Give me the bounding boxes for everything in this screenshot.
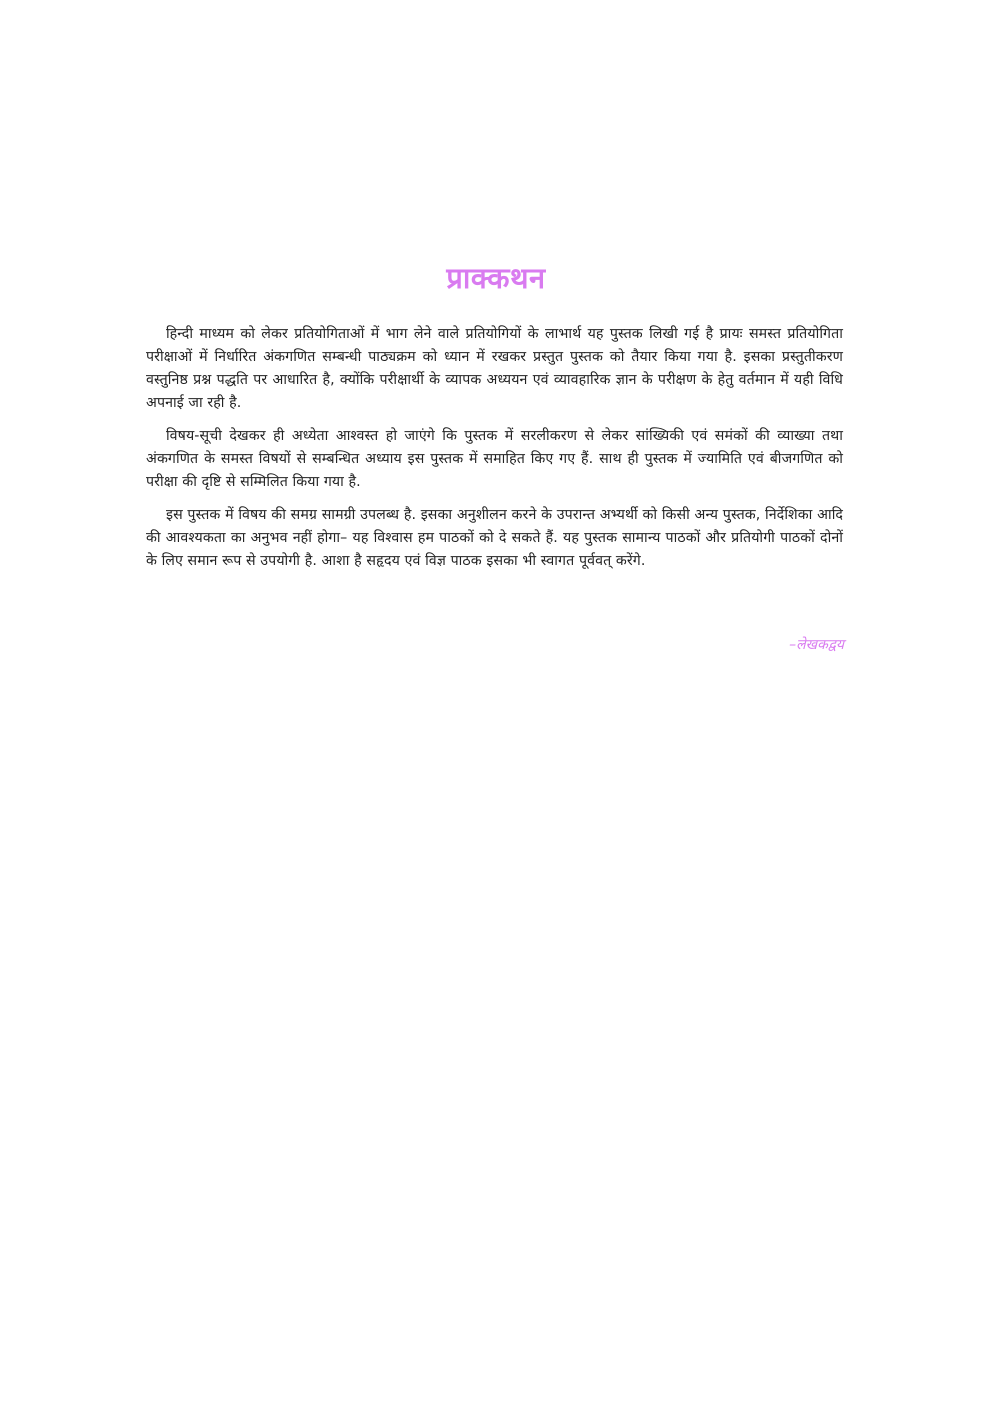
paragraph-usefulness: इस पुस्तक में विषय की समग्र सामग्री उपलब्ध है. इसका अनुशीलन करने के उपरान्त अभ्यर्थी को किसी अन्य पुस्तक, निर्देशिका आदि की आवश्यकता का अनुभव नहीं होगा– यह विश्वास हम पाठकों को दे सकते हैं. यह पुस्तक सामान्य पाठकों और प्रतियोगी पाठकों दोनों के लिए समान रूप से उपयोगी है. आशा है सहृदय एवं विज्ञ पाठक इसका भी स्वागत पूर्ववत् करेंगे. — [146, 507, 843, 569]
paragraph-contents: विषय-सूची देखकर ही अध्येता आश्वस्त हो जाएंगे कि पुस्तक में सरलीकरण से लेकर सांख्यिकी एवं समंकों की व्याख्या तथा अंकगणित के समस्त विषयों से सम्बन्धित अध्याय इस पुस्तक में समाहित किए गए हैं. साथ ही पुस्तक में ज्यामिति एवं बीजगणित को परीक्षा की दृष्टि से सम्मिलित किया गया है. — [146, 428, 843, 490]
page-title: प्राक्कथन — [446, 261, 546, 295]
author-signature: –लेखकद्वय — [789, 637, 844, 653]
paragraph-purpose: हिन्दी माध्यम को लेकर प्रतियोगिताओं में भाग लेने वाले प्रतियोगियों के लाभार्थ यह पुस्तक लिखी गई है प्रायः समस्त प्रतियोगिता परीक्षाओं में निर्धारित अंकगणित सम्बन्धी पाठ्यक्रम को ध्यान में रखकर प्रस्तुत पुस्तक को तैयार किया गया है. इसका प्रस्तुतीकरण वस्तुनिष्ठ प्रश्न पद्धति पर आधारित है, क्योंकि परीक्षार्थी के व्यापक अध्ययन एवं व्यावहारिक ज्ञान के परीक्षण के हेतु वर्तमान में यही विधि अपनाई जा रही है. — [146, 326, 843, 411]
foreword-body — [146, 323, 843, 583]
